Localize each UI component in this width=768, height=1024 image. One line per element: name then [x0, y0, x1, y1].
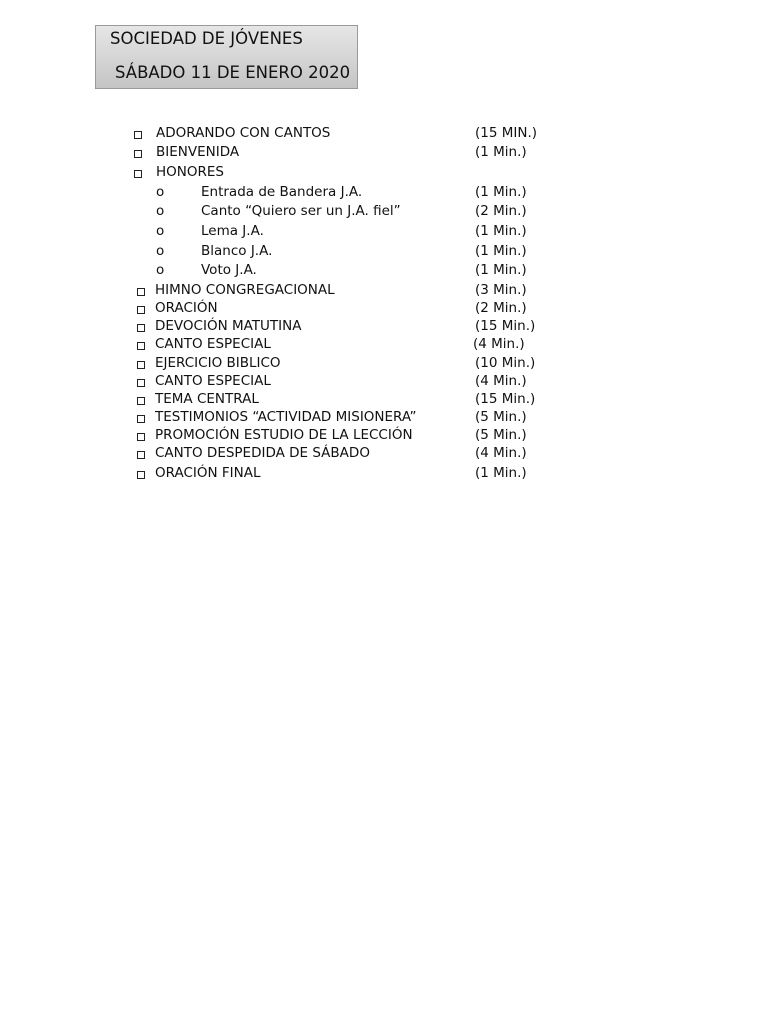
- title-line-2: SÁBADO 11 DE ENERO 2020: [115, 63, 351, 82]
- sub-bullet-icon: o: [156, 203, 165, 219]
- program-item: [0, 243, 768, 262]
- sub-bullet-icon: o: [156, 184, 165, 200]
- item-label: PROMOCIÓN ESTUDIO DE LA LECCIÓN: [155, 427, 413, 443]
- item-label: ORACIÓN: [155, 300, 218, 316]
- checkbox-bullet-icon: [137, 471, 145, 479]
- item-duration: (2 Min.): [475, 203, 527, 219]
- item-label: Lema J.A.: [201, 223, 264, 239]
- item-label: CANTO DESPEDIDA DE SÁBADO: [155, 445, 370, 461]
- checkbox-bullet-icon: [134, 170, 142, 178]
- item-label: Canto “Quiero ser un J.A. fiel”: [201, 203, 401, 219]
- checkbox-bullet-icon: [134, 150, 142, 158]
- program-item: [0, 391, 768, 410]
- item-label: ADORANDO CON CANTOS: [156, 125, 331, 141]
- checkbox-bullet-icon: [137, 324, 145, 332]
- program-item: [0, 445, 768, 464]
- item-duration: (15 MIN.): [475, 125, 538, 141]
- item-label: EJERCICIO BIBLICO: [155, 355, 281, 371]
- item-label: TEMA CENTRAL: [155, 391, 259, 407]
- checkbox-bullet-icon: [137, 379, 145, 387]
- item-duration: (1 Min.): [475, 184, 527, 200]
- checkbox-bullet-icon: [134, 131, 142, 139]
- item-duration: (5 Min.): [475, 409, 527, 425]
- item-duration: (4 Min.): [475, 445, 527, 461]
- checkbox-bullet-icon: [137, 451, 145, 459]
- checkbox-bullet-icon: [137, 415, 145, 423]
- sub-bullet-icon: o: [156, 243, 165, 259]
- program-item: [0, 203, 768, 222]
- program-item: [0, 373, 768, 392]
- program-item: [0, 125, 768, 144]
- item-duration: (1 Min.): [475, 465, 527, 481]
- item-duration: (1 Min.): [475, 223, 527, 239]
- item-label: Blanco J.A.: [201, 243, 273, 259]
- item-duration: (1 Min.): [475, 243, 527, 259]
- item-duration: (2 Min.): [475, 300, 527, 316]
- checkbox-bullet-icon: [137, 397, 145, 405]
- sub-bullet-icon: o: [156, 262, 165, 278]
- item-duration: (3 Min.): [475, 282, 527, 298]
- program-item: [0, 262, 768, 281]
- program-item: [0, 300, 768, 319]
- item-label: HIMNO CONGREGACIONAL: [155, 282, 335, 298]
- item-label: CANTO ESPECIAL: [155, 373, 271, 389]
- item-duration: (15 Min.): [475, 318, 536, 334]
- program-item: [0, 144, 768, 163]
- checkbox-bullet-icon: [137, 433, 145, 441]
- checkbox-bullet-icon: [137, 288, 145, 296]
- program-item: [0, 355, 768, 374]
- item-duration: (4 Min.): [473, 336, 525, 352]
- program-item: [0, 164, 768, 183]
- item-label: BIENVENIDA: [156, 144, 240, 160]
- item-duration: (5 Min.): [475, 427, 527, 443]
- program-item: [0, 282, 768, 301]
- item-label: ORACIÓN FINAL: [155, 465, 261, 481]
- program-item: [0, 184, 768, 203]
- checkbox-bullet-icon: [137, 361, 145, 369]
- sub-bullet-icon: o: [156, 223, 165, 239]
- program-item: [0, 336, 768, 355]
- checkbox-bullet-icon: [137, 306, 145, 314]
- program-item: [0, 223, 768, 242]
- checkbox-bullet-icon: [137, 342, 145, 350]
- item-duration: (15 Min.): [475, 391, 536, 407]
- item-duration: (1 Min.): [475, 262, 527, 278]
- program-item: [0, 409, 768, 428]
- title-line-1: SOCIEDAD DE JÓVENES: [110, 29, 303, 48]
- item-label: Voto J.A.: [201, 262, 257, 278]
- item-duration: (1 Min.): [475, 144, 527, 160]
- program-item: [0, 318, 768, 337]
- item-duration: (4 Min.): [475, 373, 527, 389]
- program-item: [0, 465, 768, 484]
- item-label: Entrada de Bandera J.A.: [201, 184, 363, 200]
- item-label: CANTO ESPECIAL: [155, 336, 271, 352]
- item-label: DEVOCIÓN MATUTINA: [155, 318, 302, 334]
- item-label: TESTIMONIOS “ACTIVIDAD MISIONERA”: [155, 409, 417, 425]
- item-duration: (10 Min.): [475, 355, 536, 371]
- program-item: [0, 427, 768, 446]
- item-label: HONORES: [156, 164, 224, 180]
